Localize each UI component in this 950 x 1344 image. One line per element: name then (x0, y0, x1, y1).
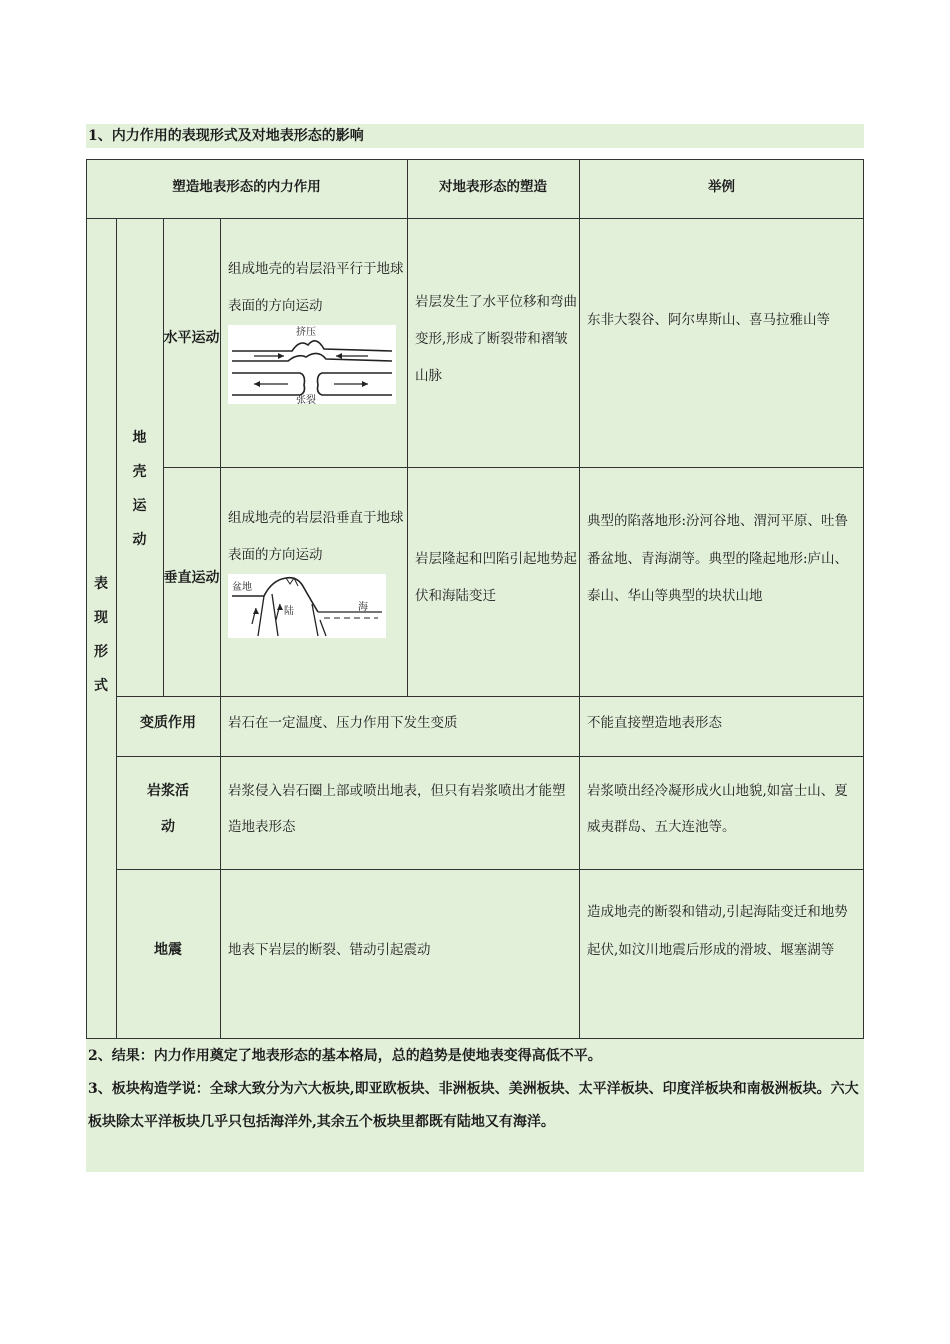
category-label: 表 现 形 式 (94, 576, 108, 694)
vertical-label: 垂直运动 (163, 570, 220, 586)
horizontal-desc: 组成地壳的岩层沿平行于地球表面的方向运动 (228, 261, 404, 314)
vertical-movement-figure (228, 574, 386, 638)
header-col3: 举例 (708, 179, 735, 195)
figure-label-split: 张裂 (296, 395, 316, 404)
metamorphism-desc: 岩石在一定温度、压力作用下发生变质 (228, 715, 458, 731)
magma-desc: 岩浆侵入岩石圈上部或喷出地表，但只有岩浆喷出才能塑造地表形态 (228, 783, 566, 835)
vertical-effect: 岩层隆起和凹陷引起地势起伏和海陆变迁 (415, 551, 577, 604)
figure-label-basin: 盆地 (232, 582, 252, 593)
header-col2: 对地表形态的塑造 (439, 179, 547, 195)
magma-label: 岩浆活动 (147, 783, 189, 835)
earthquake-desc: 地表下岩层的断裂、错动引起震动 (228, 942, 431, 958)
header-col1: 塑造地表形态的内力作用 (172, 179, 321, 195)
magma-example: 岩浆喷出经冷凝形成火山地貌,如富士山、夏威夷群岛、五大连池等。 (587, 783, 848, 835)
section-title: 1、内力作用的表现形式及对地表形态的影响 (86, 124, 864, 148)
footer-notes (86, 1039, 864, 1172)
earthquake-example: 造成地壳的断裂和错动,引起海陆变迁和地势起伏,如汶川地震后形成的滑坡、堰塞湖等 (587, 904, 848, 958)
figure-label-sea: 海 (358, 602, 368, 613)
vertical-example: 典型的陷落地形:汾河谷地、渭河平原、吐鲁番盆地、青海湖等。典型的隆起地形:庐山、泰山、华山等典型的块状山地 (587, 513, 849, 604)
forces-table (86, 159, 864, 1039)
horizontal-movement-figure (228, 325, 396, 404)
crust-movement-label: 地 壳 运 动 (132, 430, 147, 548)
metamorphism-example: 不能直接塑造地表形态 (587, 715, 722, 731)
result-text: 2、结果：内力作用奠定了地表形态的基本格局，总的趋势是使地表变得高低不平。 (88, 1048, 602, 1064)
vertical-desc: 组成地壳的岩层沿垂直于地球表面的方向运动 (228, 510, 404, 563)
metamorphism-label: 变质作用 (140, 715, 196, 731)
plate-theory-text: 3、板块构造学说：全球大致分为六大板块,即亚欧板块、非洲板块、美洲板块、太平洋板块、印度洋板块和南极洲板块。六大板块除太平洋板块几乎只包括海洋外,其余五个板块里都既有陆地又有海洋。 (88, 1081, 859, 1130)
figure-label-land: 陆 (284, 606, 294, 617)
figure-label-squeeze: 挤压 (296, 327, 316, 338)
horizontal-example: 东非大裂谷、阿尔卑斯山、喜马拉雅山等 (587, 312, 830, 328)
earthquake-label: 地震 (154, 942, 182, 958)
horizontal-effect: 岩层发生了水平位移和弯曲变形,形成了断裂带和褶皱山脉 (415, 294, 577, 384)
horizontal-label: 水平运动 (163, 330, 220, 346)
